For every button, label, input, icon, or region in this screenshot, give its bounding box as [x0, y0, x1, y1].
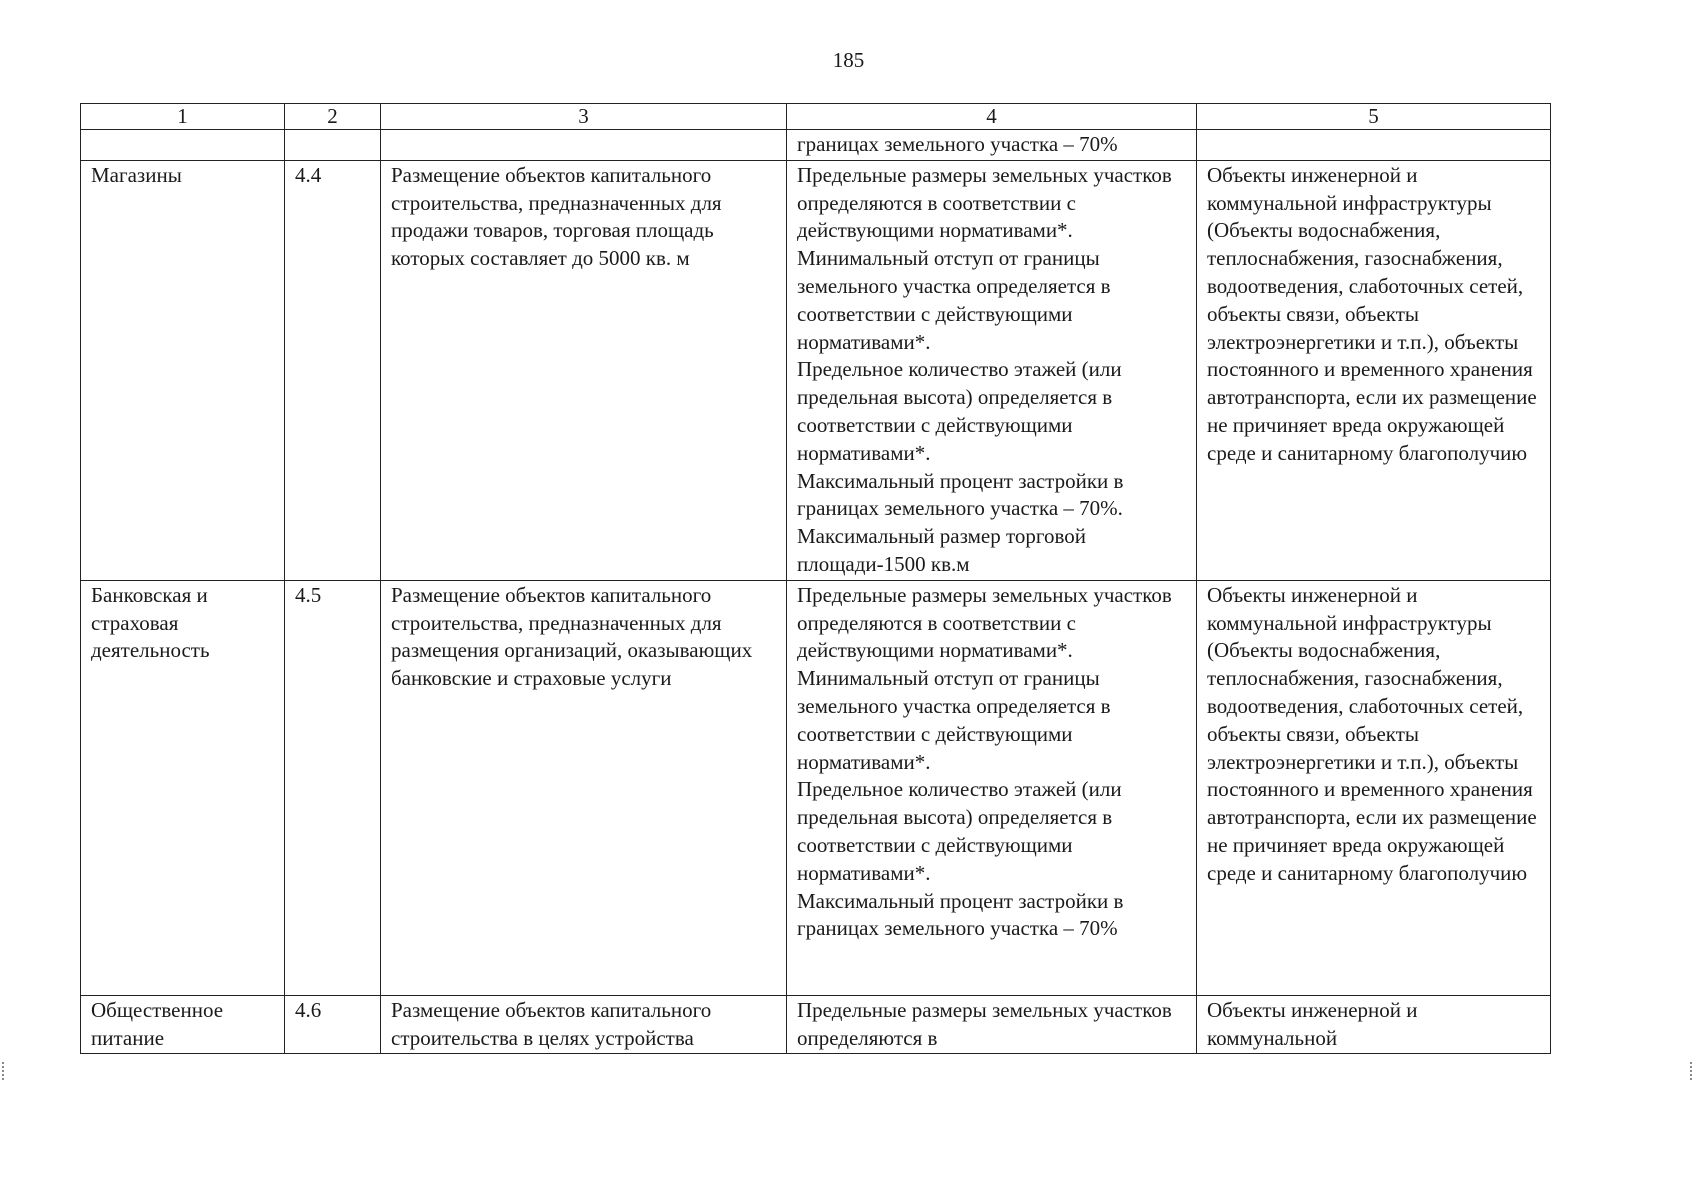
column-number: 2	[285, 104, 381, 130]
page-number: 185	[832, 48, 865, 72]
land-use-table	[80, 103, 1551, 1054]
column-number-row	[81, 104, 1551, 130]
use-type-description: Размещение объектов капитального строительства в целях устройства	[381, 995, 787, 1054]
parameter-line: Минимальный отступ от границы земельного участка определяется в соответствии с действующими нормативами*.	[797, 246, 1111, 354]
use-type-code: 4.4	[285, 160, 381, 580]
column-number: 4	[787, 104, 1197, 130]
use-type-name: Банковская и страховая деятельность	[81, 580, 285, 995]
table-row	[81, 995, 1551, 1054]
empty-cell	[1197, 130, 1551, 161]
continuation-row	[81, 130, 1551, 161]
table-row	[81, 580, 1551, 995]
parameters-cell	[787, 580, 1197, 995]
column-number: 5	[1197, 104, 1551, 130]
use-type-description: Размещение объектов капитального строительства, предназначенных для продажи товаров, торговая площадь которых составляет до 5000 кв. м	[381, 160, 787, 580]
parameter-line: Предельные размеры земельных участков определяются в соответствии с действующими нормативами*.	[797, 582, 1172, 663]
use-type-code: 4.6	[285, 995, 381, 1054]
parameter-line: Максимальный размер торговой площади-1500 кв.м	[797, 524, 1086, 576]
table-row	[81, 160, 1551, 580]
use-type-name: Общественное питание	[81, 995, 285, 1054]
parameter-line: Предельное количество этажей (или предельная высота) определяется в соответствии с действующими нормативами*.	[797, 357, 1122, 465]
parameter-line: Предельное количество этажей (или предельная высота) определяется в соответствии с действующими нормативами*.	[797, 777, 1122, 885]
scan-edge-mark	[1690, 1062, 1694, 1080]
column-number: 1	[81, 104, 285, 130]
empty-cell	[81, 130, 285, 161]
scan-edge-mark	[2, 1062, 6, 1080]
use-type-name: Магазины	[81, 160, 285, 580]
parameters-cell	[787, 160, 1197, 580]
use-type-code: 4.5	[285, 580, 381, 995]
parameter-line: Предельные размеры земельных участков определяются в соответствии с действующими нормативами*.	[797, 162, 1172, 243]
continuation-text: границах земельного участка – 70%	[787, 130, 1197, 161]
empty-cell	[285, 130, 381, 161]
parameter-line: Минимальный отступ от границы земельного участка определяется в соответствии с действующими нормативами*.	[797, 666, 1111, 774]
parameter-line: Максимальный процент застройки в границах земельного участка – 70%	[797, 888, 1124, 941]
column-number: 3	[381, 104, 787, 130]
parameters-cell	[787, 995, 1197, 1054]
auxiliary-uses: Объекты инженерной и коммунальной инфраструктуры (Объекты водоснабжения, теплоснабжения, газоснабжения, водоотведения, слаботочных сетей, объекты связи, объекты электроэнергетики и т.п.), объекты постоянного и временного хранения автотранспорта, если их размещение не причиняет вреда окружающей среде и санитарному благополучию	[1197, 580, 1551, 995]
auxiliary-uses: Объекты инженерной и коммунальной инфраструктуры (Объекты водоснабжения, теплоснабжения, газоснабжения, водоотведения, слаботочных сетей, объекты связи, объекты электроэнергетики и т.п.), объекты постоянного и временного хранения автотранспорта, если их размещение не причиняет вреда окружающей среде и санитарному благополучию	[1197, 160, 1551, 580]
empty-cell	[381, 130, 787, 161]
parameter-line: Предельные размеры земельных участков определяются в	[797, 997, 1172, 1050]
auxiliary-uses: Объекты инженерной и коммунальной	[1197, 995, 1551, 1054]
parameter-line: Максимальный процент застройки в границах земельного участка – 70%.	[797, 468, 1124, 521]
use-type-description: Размещение объектов капитального строительства, предназначенных для размещения организаций, оказывающих банковские и страховые услуги	[381, 580, 787, 995]
